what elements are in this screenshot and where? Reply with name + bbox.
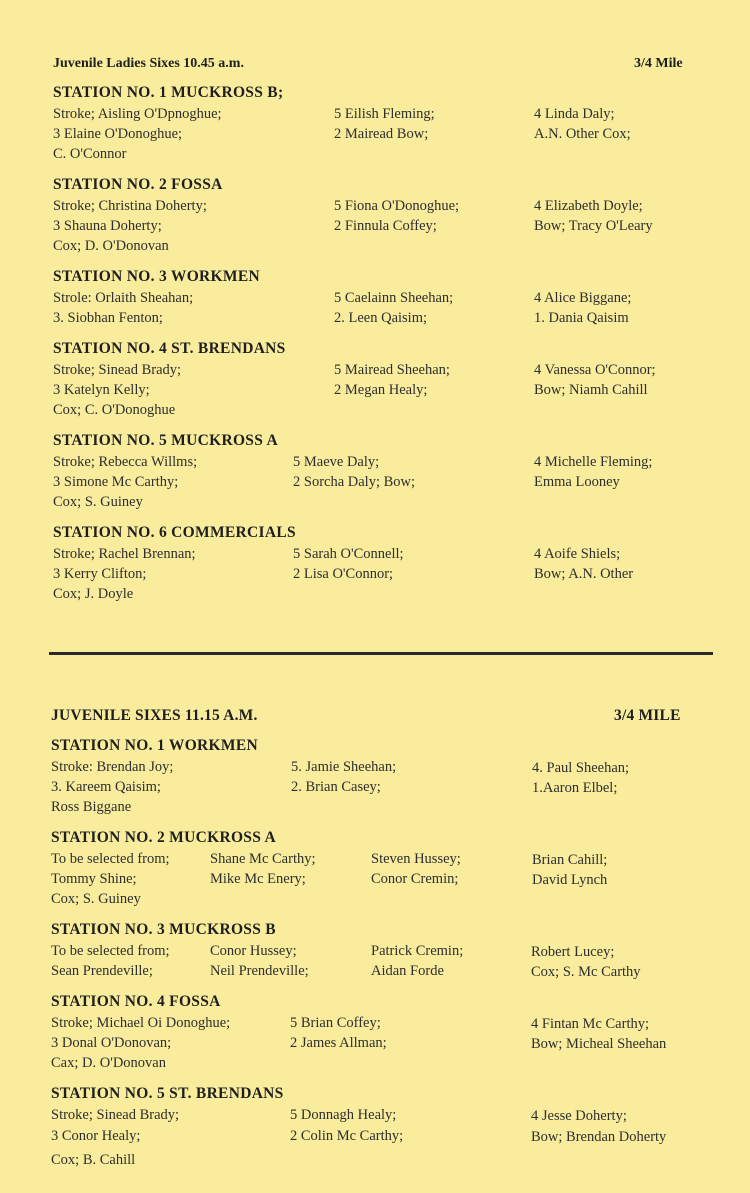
s2-station3-col2b-line1: Patrick Cremin; xyxy=(371,943,464,959)
s1-station2-col3-line1: 4 Elizabeth Doyle; xyxy=(534,198,643,214)
s1-station6-col3-line1: 4 Aoife Shiels; xyxy=(534,546,621,562)
s1-station6-col2-line1: 5 Sarah O'Connell; xyxy=(293,546,404,562)
s1-station2-col2-line2: 2 Finnula Coffey; xyxy=(334,218,437,234)
s2-station1-col1-line2: 3. Kareem Qaisim; xyxy=(51,779,161,795)
s2-station5-heading: STATION NO. 5 ST. BRENDANS xyxy=(51,1085,284,1102)
s1-station1-heading: STATION NO. 1 MUCKROSS B; xyxy=(53,84,284,101)
s1-station2-col1-line3: Cox; D. O'Donovan xyxy=(53,238,169,254)
s1-station1-col3-line2: A.N. Other Cox; xyxy=(534,126,631,142)
s2-station2-col2b-line1: Steven Hussey; xyxy=(371,851,461,867)
s2-station2-col2-line1: Shane Mc Carthy; xyxy=(210,851,316,867)
s1-station1-col2-line1: 5 Eilish Fleming; xyxy=(334,106,435,122)
section1-title: Juvenile Ladies Sixes 10.45 a.m. xyxy=(53,56,244,71)
s1-station4-col1-line1: Stroke; Sinead Brady; xyxy=(53,362,182,378)
s2-station3-col2b-line2: Aidan Forde xyxy=(371,963,444,979)
s1-station5-col3-line1: 4 Michelle Fleming; xyxy=(534,454,653,470)
s1-station1-col2-line2: 2 Mairead Bow; xyxy=(334,126,429,142)
s1-station6-col1-line3: Cox; J. Doyle xyxy=(53,586,134,602)
section1-distance: 3/4 Mile xyxy=(634,56,683,71)
s2-station2-col2-line2: Mike Mc Enery; xyxy=(210,871,306,887)
s2-station2-col1-line1: To be selected from; xyxy=(51,851,170,867)
s1-station6-col2-line2: 2 Lisa O'Connor; xyxy=(293,566,394,582)
s2-station4-col3-line2: Bow; Micheal Sheehan xyxy=(531,1036,667,1052)
s2-station1-col1-line3: Ross Biggane xyxy=(51,799,132,815)
s1-station4-heading: STATION NO. 4 ST. BRENDANS xyxy=(53,340,286,357)
s1-station4-col1-line2: 3 Katelyn Kelly; xyxy=(53,382,150,398)
s2-station1-heading: STATION NO. 1 WORKMEN xyxy=(51,737,258,754)
s2-station2-col3-line1: Brian Cahill; xyxy=(532,852,608,868)
s1-station6-col1-line2: 3 Kerry Clifton; xyxy=(53,566,147,582)
s2-station1-col1-line1: Stroke: Brendan Joy; xyxy=(51,759,174,775)
s2-station1-col2-line2: 2. Brian Casey; xyxy=(291,779,381,795)
s2-station3-col3-line2: Cox; S. Mc Carthy xyxy=(531,964,641,980)
s1-station6-heading: STATION NO. 6 COMMERCIALS xyxy=(53,524,296,541)
s2-station5-col1-line1: Stroke; Sinead Brady; xyxy=(51,1107,180,1123)
s1-station5-heading: STATION NO. 5 MUCKROSS A xyxy=(53,432,278,449)
s2-station5-col1-line2: 3 Conor Healy; xyxy=(51,1128,141,1144)
s2-station4-col3-line1: 4 Fintan Mc Carthy; xyxy=(531,1016,650,1032)
s2-station1-col2-line1: 5. Jamie Sheehan; xyxy=(291,759,397,775)
s2-station2-col1-line3: Cox; S. Guiney xyxy=(51,891,141,907)
s1-station1-col1-line2: 3 Elaine O'Donoghue; xyxy=(53,126,183,142)
s1-station2-col2-line1: 5 Fiona O'Donoghue; xyxy=(334,198,460,214)
s1-station5-col2-line1: 5 Maeve Daly; xyxy=(293,454,380,470)
s1-station3-col2-line2: 2. Leen Qaisim; xyxy=(334,310,428,326)
s2-station5-col3-line2: Bow; Brendan Doherty xyxy=(531,1129,667,1145)
s2-station5-col1-line3: Cox; B. Cahill xyxy=(51,1152,136,1168)
s2-station4-col1-line1: Stroke; Michael Oi Donoghue; xyxy=(51,1015,231,1031)
s1-station4-col1-line3: Cox; C. O'Donoghue xyxy=(53,402,176,418)
section2-distance: 3/4 MILE xyxy=(614,707,681,724)
section2-title: JUVENILE SIXES 11.15 A.M. xyxy=(51,707,258,724)
s2-station3-heading: STATION NO. 3 MUCKROSS B xyxy=(51,921,276,938)
s2-station2-col2b-line2: Conor Cremin; xyxy=(371,871,459,887)
s1-station2-heading: STATION NO. 2 FOSSA xyxy=(53,176,223,193)
s1-station6-col1-line1: Stroke; Rachel Brennan; xyxy=(53,546,196,562)
s2-station3-col1-line1: To be selected from; xyxy=(51,943,170,959)
s2-station4-col2-line1: 5 Brian Coffey; xyxy=(290,1015,381,1031)
s1-station5-col2-line2: 2 Sorcha Daly; Bow; xyxy=(293,474,416,490)
s2-station5-col2-line2: 2 Colin Mc Carthy; xyxy=(290,1128,404,1144)
s1-station3-col3-line2: 1. Dania Qaisim xyxy=(534,310,629,326)
s2-station2-heading: STATION NO. 2 MUCKROSS A xyxy=(51,829,276,846)
s2-station3-col2-line1: Conor Hussey; xyxy=(210,943,297,959)
s1-station1-col1-line3: C. O'Connor xyxy=(53,146,127,162)
s2-station4-col1-line2: 3 Donal O'Donovan; xyxy=(51,1035,172,1051)
s1-station3-col1-line1: Strole: Orlaith Sheahan; xyxy=(53,290,194,306)
s2-station5-col3-line1: 4 Jesse Doherty; xyxy=(531,1108,627,1124)
s1-station1-col1-line1: Stroke; Aisling O'Dpnoghue; xyxy=(53,106,222,122)
s2-station1-col3-line2: 1.Aaron Elbel; xyxy=(532,780,618,796)
s1-station5-col1-line1: Stroke; Rebecca Willms; xyxy=(53,454,198,470)
s2-station3-col1-line2: Sean Prendeville; xyxy=(51,963,153,979)
s1-station6-col3-line2: Bow; A.N. Other xyxy=(534,566,634,582)
s2-station2-col1-line2: Tommy Shine; xyxy=(51,871,137,887)
s2-station3-col3-line1: Robert Lucey; xyxy=(531,944,615,960)
s1-station3-col2-line1: 5 Caelainn Sheehan; xyxy=(334,290,454,306)
s1-station2-col1-line2: 3 Shauna Doherty; xyxy=(53,218,162,234)
s1-station2-col3-line2: Bow; Tracy O'Leary xyxy=(534,218,653,234)
s2-station1-col3-line1: 4. Paul Sheehan; xyxy=(532,760,630,776)
s1-station2-col1-line1: Stroke; Christina Doherty; xyxy=(53,198,207,214)
s2-station2-col3-line2: David Lynch xyxy=(532,872,608,888)
s1-station4-col2-line2: 2 Megan Healy; xyxy=(334,382,428,398)
s1-station3-col1-line2: 3. Siobhan Fenton; xyxy=(53,310,163,326)
s1-station4-col2-line1: 5 Mairead Sheehan; xyxy=(334,362,450,378)
s1-station1-col3-line1: 4 Linda Daly; xyxy=(534,106,615,122)
s1-station5-col1-line3: Cox; S. Guiney xyxy=(53,494,143,510)
s2-station3-col2-line2: Neil Prendeville; xyxy=(210,963,309,979)
s1-station5-col1-line2: 3 Simone Mc Carthy; xyxy=(53,474,179,490)
s1-station3-heading: STATION NO. 3 WORKMEN xyxy=(53,268,260,285)
s2-station5-col2-line1: 5 Donnagh Healy; xyxy=(290,1107,397,1123)
s2-station4-col1-line3: Cax; D. O'Donovan xyxy=(51,1055,166,1071)
s1-station4-col3-line2: Bow; Niamh Cahill xyxy=(534,382,648,398)
s1-station5-col3-line2: Emma Looney xyxy=(534,474,620,490)
s2-station4-col2-line2: 2 James Allman; xyxy=(290,1035,387,1051)
s1-station4-col3-line1: 4 Vanessa O'Connor; xyxy=(534,362,656,378)
section-divider xyxy=(49,652,713,655)
s1-station3-col3-line1: 4 Alice Biggane; xyxy=(534,290,632,306)
s2-station4-heading: STATION NO. 4 FOSSA xyxy=(51,993,221,1010)
